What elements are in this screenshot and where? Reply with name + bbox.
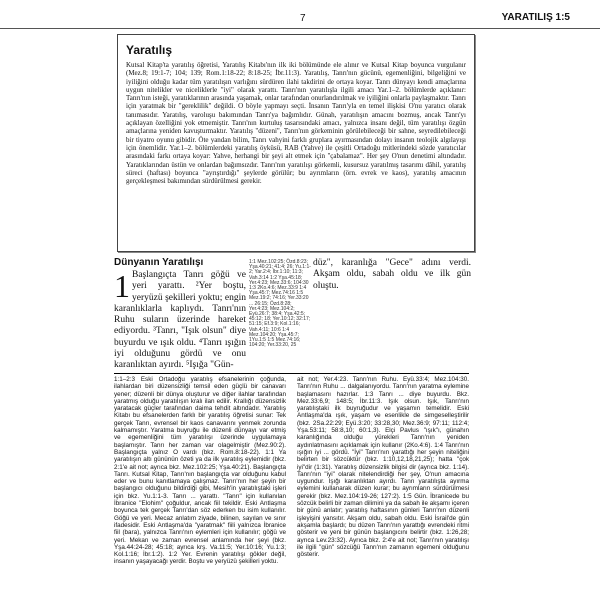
footnote-column-right: ait not; Yer.4:23. Tanrı'nın Ruhu. Eyü.33:4; Mez.104:30. Tanrı'nın Ruhu ... dalgalanıyordu. Tanrı'nın yaratma eylemine başlamasını hazırlar. 1:3 Tanrı ... diye buyurdu. Bkz. Mez.33:6,9; 148:5; İbr.11:3. Işık olsun. Işık, Tanrı'nın yaratılıştaki ilk buyruğudur ve yaşamın temelidir. Eski Antlaşma'da ışık, yaşam ve esenlikle de simgeselleştirilir (bkz. 2Sa.22:29; Eyü.3:20; 33:28,30; Mez.36:9; 97:11; 112:4; Yşa.53:11; 58:8,10; 60:1,3). Elçi Pavlus "ışık"ı, günahın karanlığında olduğu yürekleri Tanrı'nın yeniden aydınlatmasını açıklamak için kullanır (2Ko.4:6). 1:4 Tanrı'nın ışığın iyi ... gördü. "İyi" Tanrı'nın yarattığı her şeyin niteliğini belirten bir sözcüktür (bkz. 1:10,12,18,21,25); hatta "çok iyi"dir (1:31). Yaratılış düzensizlik bilgisi dir (ayrıca bkz. 1:14). Tanrı'nın "iyi" olarak nitelendirdiği her şey, O'nun amacına uygundur. Işığı karanlıktan ayırdı. Tanrı yaratılışta ayırma eylemini kullanarak düzen kurar; bu ayrımların sürdürülmesi gerekir (bkz. Mez.104:19-26; 127:2). 1:5 Gün. İbranicede bu sözcük belirli bir zaman dilimini ya da sabah ile akşamı içeren bir günü anlatır; yaratılış haftasının günleri Tanrı'nın düzenli işleyişini yansıtır. Akşam oldu, sabah oldu. Eski İsrail'de gün akşamla başlardı; bu düzen Tanrı'nın yarattığı evrendeki ritmi gösterir ve yeni bir günün başlangıcını belirtir (bkz. 1:26,28; ayrıca Lev.23:32). Ayrıca bkz. 2:4'e ait not; Tanrı'nın yaratılışı ile ilgili "gün" sözcüğü Tanrı'nın zamanın egemeni olduğunu gösterir. xyxy=(297,376,469,559)
scripture-text-right: düz", karanlığa "Gece" adını verdi. Akşam oldu, sabah oldu ve ilk gün oluştu. xyxy=(313,258,471,291)
chapter-number: 1 xyxy=(114,268,130,304)
footnote-column-left: 1:1–2:3 Eski Ortadoğu yaratılış efsanelerinin çoğunda, ilahlardan biri düzensizliği temsil eden güçlü bir canavarı yener; düzenli bir dünya oluşturur ve diğer ilahlar tarafından yaratmış olduğu yaratılışın kralı ilan edilir. Krallığı düzensizlik yaratacak güçler tarafından daima tehdit altındadır. Yaratılış Kitabı bu efsanelerden farklı bir yaratılış öğretisi sunar: Tek gerçek Tanrı, evrensel bir kaos canavarını yenmek zorunda kalmamıştır. Yaratma buyruğu ile düzenli dünyayı var etmiş ve egemenliğini tüm yaratılışı üzerinde uygulamaya başlamıştır. Tanrı her zaman var olagelmiştir (Mez.90:2). Başlangıçta yalnız O vardı (bkz. Rom.8:18-22). 1:1 Ya yaratılışın altı gününün özeti ya da ilk yaratılış eylemidir (bkz. 2:1'e ait not; ayrıca bkz. Mez.102:25; Yşa.40:21). Başlangıçta Tanrı. Kutsal Kitap, Tanrı'nın başlangıçta var olduğunu kabul eder ve bunu kanıtlamaya çalışmaz. Tanrı'nın her şeyin bir başlangıcı olduğunu bildirdiği gibi, Mesih'in yaratılıştaki işleri için bkz. Yu.1:1-3. Tanrı ... yarattı. "Tanrı" için kullanılan İbranice "Elohim" çoğuldur, ancak fiil tekildir. Eski Antlaşma boyunca tek gerçek Tanrı'dan söz ederken bu isim kullanılır. Göğü ve yeri. Mecaz anlatım ziyade, bilinen, sayılan ve sınır ifadesidir. Eski Antlaşma'da "yaratmak" fiili yalnızca İbranice fiil (bara), yalnızca Tanrı'nın eylemleri için kullanılır; göğü ve yeri. Mekan ve zaman evrensel anlamında her şeyi (bkz. Yşa.44:24-28; 45:18; ayrıca krş. Va.11:5; Yer.10:16; Yu.1:3; Kol.1:16; İbr.1:2). 1:2 Yer. Evrenin yaratılışı gökler değil, insanın yaşayacağı yerdir. Boştu ve yeryüzü şekilleri yoktu. xyxy=(114,376,286,566)
page-number: 7 xyxy=(300,13,306,24)
running-title: YARATILIŞ 1:5 xyxy=(501,12,570,23)
scripture-column-left xyxy=(114,270,246,372)
page-header xyxy=(0,0,600,29)
section-heading: Dünyanın Yaratılışı xyxy=(114,257,204,268)
footnote-divider xyxy=(114,373,469,374)
intro-box-title: Yaratılış xyxy=(126,43,173,57)
intro-box-text: Kutsal Kitap'ta yaratılış öğretisi, Yaratılış Kitabı'nın ilk iki bölümünde ele alınır ve Kutsal Kitap boyunca vurgulanır (Mez.8; 19:1-7; 104; 139; Rom.1:18-22; 8:18-25; İbr.11:3). Yaratılış, Tanrı'nın gücünü, egemenliğini, bilgeliğini ve iyiliğini olduğu kadar tüm yaratılışın varlığını sürdüren ilahi takdirini de ortaya koyar. Tanrı dünyayı kendi amaçlarına uygun nitelikler ve niceliklerle "iyi" olarak yarattı. Tanrı'nın yaratılışla ilgili amacı Yar.1–2. bölümlerde açıklanır: Tanrı'nın isteği, yaratıklarının arasında yaşamak, onlar tarafından onurlandırılmak ve iyiliğini onlarla paylaşmaktır. Tanrı için yaratmak bir "gereklilik" değildi. O böyle yapmayı seçti. İnsanın Tanrı'yla en temel ilişkisi O'nu yaratıcı olarak tanımasıdır. Yaratılış, varoluşu bakımından Tanrı'ya bağımlıdır. Günah, yaratılışın amacını bozmuş, ancak Tanrı'yı açıklayan özelliğini yok etmemiştir. Tanrı'nın kurtuluş tasarısındaki amacı, yalnızca insanı değil, tüm yaratılışı özgün amaçlarına yeniden kavuşturmaktır. Yaratılış "düzeni", Tanrı'nın görkeminin görülebileceği bir sahne, seyredilebileceği bir tiyatro oyunu gibidir. Öte yandan bilim, Tanrı vahyini farklı gruplara ayırmasından dolayı insanın teolojik algılayışı için önemlidir. Yar.1–2. bölümlerdeki yaratılış öyküsü, RAB (Yahve) ile çeşitli Ortadoğu mitlerindeki sözde yaratıcılar arasındaki farkı ortaya koyar: Yahve, herhangi bir şeyi alt etmek için "çabalamaz". Her şey O'nun denetimi altındadır. Yaratıklarından üstün ve onlardan bağımsızdır. Tanrı'nın yaratılışı görkemli, kusursuz yaratılmış tasarımı dâhil, yaratılış süreci (haftası) boyunca "ayrıştırdığı" şeylerde görülür; bu ayrımların (örn. evrek ve kaos), yaratılış amacının gerçekleşmesi bakımından sürdürülmesi gerekir. xyxy=(126,61,466,186)
scripture-text-left: Başlangıçta Tanrı göğü ve yeri yarattı. ²Yer boştu, yeryüzü şekilleri yoktu; engin karanlıklarla kaplıydı. Tanrı'nın Ruhu suların üzerinde hareket ediyordu. ³Tanrı, "Işık olsun" diye buyurdu ve ışık oldu. ⁴Tanrı ışığın iyi olduğunu gördü ve onu karanlıktan ayırdı. ⁵Işığa "Gün- xyxy=(114,270,246,371)
cross-references: 1:1 Mez.102:25; Özd.8:23; Yşa.40:21; 41:4; 26; Yu.1:1-2; Yar.2:4; İbr.1:10; 11:3; Vah.3:14 1:2 Yşa.45:18; Yer.4:23; Mez.33:6; 104:30 1:3 2Ko.4:6; Mez.33:9 1:4 Yşa.45:7; Mez.74:16 1:5 Mez.19:2; 74:16; Yer.33:20 ... 26:15; Özd.8:28; Yer.4:23; Mez.104:2; Eyü.26:7; 38:4; Yşa.42:5; 45:12; 18; Yer.10:12; 32:17; 51:15; Ef.3:9; Kol.1:16; Vah.4:11; 10:6 1:4 Mez.104:20; Yşa.45:7; 1Yu.1:5 1:5 Mez.74:16; 104:20; Yer.33:20, 25 xyxy=(249,259,311,349)
intro-box xyxy=(117,34,475,252)
